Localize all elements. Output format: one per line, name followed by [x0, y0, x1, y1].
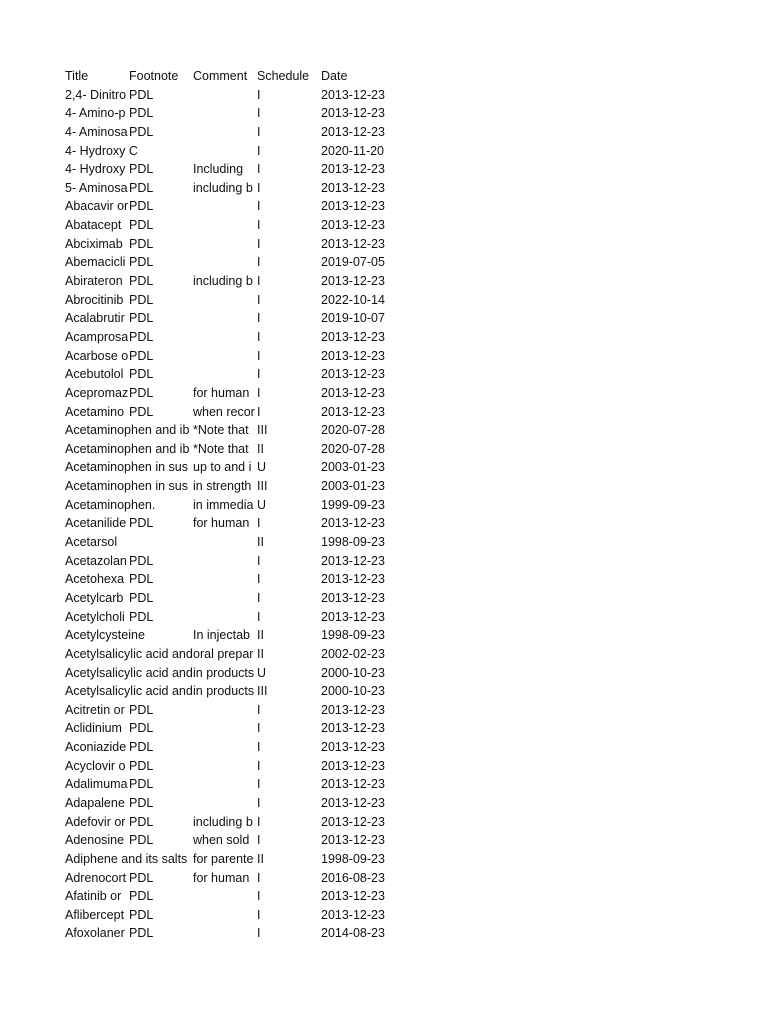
title-cell[interactable]: Acetylcholi	[65, 608, 129, 627]
schedule-cell[interactable]: I	[257, 813, 321, 832]
title-cell[interactable]: Acamprosa	[65, 328, 129, 347]
title-cell[interactable]: Afoxolaner	[65, 924, 129, 943]
title-cell[interactable]: Adrenocort	[65, 869, 129, 888]
schedule-cell[interactable]: III	[257, 421, 321, 440]
date-cell[interactable]: 2013-12-23	[321, 757, 401, 776]
comment-cell[interactable]: including b	[193, 813, 257, 832]
title-cell[interactable]: Acalabrutir	[65, 309, 129, 328]
title-cell[interactable]: Adiphene and its salts	[65, 850, 129, 869]
footnote-cell[interactable]: PDL	[129, 757, 193, 776]
title-cell[interactable]: Acetylcysteine	[65, 626, 129, 645]
title-cell[interactable]: Abciximab	[65, 235, 129, 254]
date-cell[interactable]: 1999-09-23	[321, 496, 401, 515]
date-cell[interactable]: 2003-01-23	[321, 458, 401, 477]
date-cell[interactable]: 1998-09-23	[321, 626, 401, 645]
schedule-cell[interactable]: II	[257, 533, 321, 552]
date-cell[interactable]: 2013-12-23	[321, 272, 401, 291]
date-cell[interactable]: 2000-10-23	[321, 664, 401, 683]
footnote-cell[interactable]: PDL	[129, 253, 193, 272]
title-cell[interactable]: Adenosine	[65, 831, 129, 850]
footnote-cell[interactable]: PDL	[129, 104, 193, 123]
footnote-cell[interactable]: PDL	[129, 589, 193, 608]
title-cell[interactable]: Acetaminophen in sus	[65, 458, 129, 477]
schedule-cell[interactable]: I	[257, 719, 321, 738]
comment-cell[interactable]: in immedia	[193, 496, 257, 515]
comment-cell[interactable]: in products	[193, 664, 257, 683]
date-cell[interactable]: 2003-01-23	[321, 477, 401, 496]
footnote-cell[interactable]: PDL	[129, 552, 193, 571]
date-cell[interactable]: 2013-12-23	[321, 216, 401, 235]
date-cell[interactable]: 2013-12-23	[321, 384, 401, 403]
title-cell[interactable]: Acyclovir o	[65, 757, 129, 776]
title-cell[interactable]: Abirateron	[65, 272, 129, 291]
footnote-cell[interactable]: PDL	[129, 365, 193, 384]
comment-cell[interactable]: Including	[193, 160, 257, 179]
date-cell[interactable]: 2016-08-23	[321, 869, 401, 888]
schedule-cell[interactable]: I	[257, 160, 321, 179]
schedule-cell[interactable]: I	[257, 291, 321, 310]
title-cell[interactable]: Acetohexa	[65, 570, 129, 589]
title-cell[interactable]: Aclidinium	[65, 719, 129, 738]
header-date[interactable]: Date	[321, 69, 348, 83]
title-cell[interactable]: 4- Aminosa	[65, 123, 129, 142]
schedule-cell[interactable]: I	[257, 589, 321, 608]
footnote-cell[interactable]: PDL	[129, 197, 193, 216]
footnote-cell[interactable]: PDL	[129, 831, 193, 850]
comment-cell[interactable]: *Note that	[193, 421, 257, 440]
schedule-cell[interactable]: U	[257, 496, 321, 515]
comment-cell[interactable]: in strength	[193, 477, 257, 496]
header-title[interactable]: Title	[65, 69, 89, 83]
schedule-cell[interactable]: II	[257, 440, 321, 459]
schedule-cell[interactable]: I	[257, 701, 321, 720]
comment-cell[interactable]: for human	[193, 869, 257, 888]
schedule-cell[interactable]: I	[257, 552, 321, 571]
schedule-cell[interactable]: I	[257, 347, 321, 366]
header-comment[interactable]: Comment	[193, 69, 248, 83]
footnote-cell[interactable]: PDL	[129, 869, 193, 888]
date-cell[interactable]: 2013-12-23	[321, 365, 401, 384]
title-cell[interactable]: Acepromaz	[65, 384, 129, 403]
schedule-cell[interactable]: III	[257, 682, 321, 701]
comment-cell[interactable]: up to and i	[193, 458, 257, 477]
schedule-cell[interactable]: II	[257, 850, 321, 869]
header-footnote[interactable]: Footnote	[129, 69, 179, 83]
comment-cell[interactable]: oral prepar	[193, 645, 257, 664]
schedule-cell[interactable]: I	[257, 831, 321, 850]
footnote-cell[interactable]: PDL	[129, 514, 193, 533]
footnote-cell[interactable]: PDL	[129, 570, 193, 589]
title-cell[interactable]: Acetaminophen in sus	[65, 477, 129, 496]
date-cell[interactable]: 2020-07-28	[321, 440, 401, 459]
comment-cell[interactable]: for human	[193, 384, 257, 403]
schedule-cell[interactable]: I	[257, 142, 321, 161]
schedule-cell[interactable]: I	[257, 235, 321, 254]
date-cell[interactable]: 2022-10-14	[321, 291, 401, 310]
title-cell[interactable]: Acarbose o	[65, 347, 129, 366]
footnote-cell[interactable]: PDL	[129, 719, 193, 738]
date-cell[interactable]: 2013-12-23	[321, 86, 401, 105]
schedule-cell[interactable]: I	[257, 570, 321, 589]
title-cell[interactable]: Adefovir or	[65, 813, 129, 832]
comment-cell[interactable]: including b	[193, 272, 257, 291]
schedule-cell[interactable]: I	[257, 104, 321, 123]
schedule-cell[interactable]: I	[257, 403, 321, 422]
date-cell[interactable]: 2013-12-23	[321, 328, 401, 347]
title-cell[interactable]: Afatinib or	[65, 887, 129, 906]
footnote-cell[interactable]: PDL	[129, 924, 193, 943]
comment-cell[interactable]: for parente	[193, 850, 257, 869]
date-cell[interactable]: 2013-12-23	[321, 589, 401, 608]
comment-cell[interactable]: for human	[193, 514, 257, 533]
date-cell[interactable]: 2013-12-23	[321, 831, 401, 850]
schedule-cell[interactable]: I	[257, 757, 321, 776]
title-cell[interactable]: Acetylcarb	[65, 589, 129, 608]
schedule-cell[interactable]: I	[257, 775, 321, 794]
schedule-cell[interactable]: I	[257, 384, 321, 403]
footnote-cell[interactable]: PDL	[129, 328, 193, 347]
title-cell[interactable]: Acetylsalicylic acid and	[65, 664, 129, 683]
title-cell[interactable]: Acitretin or	[65, 701, 129, 720]
schedule-cell[interactable]: I	[257, 365, 321, 384]
comment-cell[interactable]: *Note that	[193, 440, 257, 459]
footnote-cell[interactable]: PDL	[129, 216, 193, 235]
title-cell[interactable]: 4- Hydroxy C	[65, 142, 129, 161]
schedule-cell[interactable]: I	[257, 608, 321, 627]
date-cell[interactable]: 1998-09-23	[321, 850, 401, 869]
comment-cell[interactable]: when recor	[193, 403, 257, 422]
schedule-cell[interactable]: I	[257, 197, 321, 216]
schedule-cell[interactable]: I	[257, 924, 321, 943]
title-cell[interactable]: Acebutolol	[65, 365, 129, 384]
title-cell[interactable]: 4- Hydroxy	[65, 160, 129, 179]
comment-cell[interactable]: in products	[193, 682, 257, 701]
schedule-cell[interactable]: I	[257, 216, 321, 235]
date-cell[interactable]: 2020-11-20	[321, 142, 401, 161]
date-cell[interactable]: 2013-12-23	[321, 347, 401, 366]
footnote-cell[interactable]: PDL	[129, 794, 193, 813]
title-cell[interactable]: 2,4- Dinitro	[65, 86, 129, 105]
date-cell[interactable]: 2000-10-23	[321, 682, 401, 701]
footnote-cell[interactable]: PDL	[129, 123, 193, 142]
date-cell[interactable]: 2013-12-23	[321, 906, 401, 925]
title-cell[interactable]: Acetamino	[65, 403, 129, 422]
title-cell[interactable]: Acetylsalicylic acid and	[65, 682, 129, 701]
schedule-cell[interactable]: III	[257, 477, 321, 496]
title-cell[interactable]: Abemacicli	[65, 253, 129, 272]
date-cell[interactable]: 2013-12-23	[321, 701, 401, 720]
schedule-cell[interactable]: U	[257, 458, 321, 477]
footnote-cell[interactable]: PDL	[129, 738, 193, 757]
comment-cell[interactable]: In injectab	[193, 626, 257, 645]
date-cell[interactable]: 2013-12-23	[321, 403, 401, 422]
schedule-cell[interactable]: I	[257, 514, 321, 533]
comment-cell[interactable]: when sold	[193, 831, 257, 850]
schedule-cell[interactable]: U	[257, 664, 321, 683]
date-cell[interactable]: 2013-12-23	[321, 738, 401, 757]
footnote-cell[interactable]: PDL	[129, 291, 193, 310]
title-cell[interactable]: Aconiazide	[65, 738, 129, 757]
date-cell[interactable]: 2013-12-23	[321, 179, 401, 198]
schedule-cell[interactable]: I	[257, 253, 321, 272]
title-cell[interactable]: Adapalene	[65, 794, 129, 813]
title-cell[interactable]: Abrocitinib	[65, 291, 129, 310]
date-cell[interactable]: 1998-09-23	[321, 533, 401, 552]
footnote-cell[interactable]: PDL	[129, 813, 193, 832]
date-cell[interactable]: 2020-07-28	[321, 421, 401, 440]
footnote-cell[interactable]: PDL	[129, 86, 193, 105]
date-cell[interactable]: 2013-12-23	[321, 160, 401, 179]
title-cell[interactable]: Adalimuma	[65, 775, 129, 794]
footnote-cell[interactable]: PDL	[129, 309, 193, 328]
date-cell[interactable]: 2013-12-23	[321, 813, 401, 832]
title-cell[interactable]: Acetaminophen and ib	[65, 440, 129, 459]
date-cell[interactable]: 2013-12-23	[321, 514, 401, 533]
title-cell[interactable]: Acetaminophen.	[65, 496, 129, 515]
date-cell[interactable]: 2019-07-05	[321, 253, 401, 272]
title-cell[interactable]: Acetaminophen and ib	[65, 421, 129, 440]
date-cell[interactable]: 2014-08-23	[321, 924, 401, 943]
footnote-cell[interactable]: PDL	[129, 179, 193, 198]
title-cell[interactable]: Acetarsol	[65, 533, 129, 552]
schedule-cell[interactable]: I	[257, 179, 321, 198]
footnote-cell[interactable]: PDL	[129, 403, 193, 422]
schedule-cell[interactable]: I	[257, 309, 321, 328]
date-cell[interactable]: 2013-12-23	[321, 887, 401, 906]
schedule-cell[interactable]: I	[257, 738, 321, 757]
title-cell[interactable]: Acetanilide	[65, 514, 129, 533]
footnote-cell[interactable]: PDL	[129, 701, 193, 720]
schedule-cell[interactable]: I	[257, 86, 321, 105]
footnote-cell[interactable]: PDL	[129, 608, 193, 627]
title-cell[interactable]: Acetylsalicylic acid and	[65, 645, 129, 664]
footnote-cell[interactable]: PDL	[129, 906, 193, 925]
date-cell[interactable]: 2013-12-23	[321, 552, 401, 571]
footnote-cell[interactable]: PDL	[129, 347, 193, 366]
date-cell[interactable]: 2013-12-23	[321, 197, 401, 216]
schedule-cell[interactable]: I	[257, 906, 321, 925]
date-cell[interactable]: 2002-02-23	[321, 645, 401, 664]
footnote-cell[interactable]: PDL	[129, 384, 193, 403]
title-cell[interactable]: Acetazolan	[65, 552, 129, 571]
date-cell[interactable]: 2013-12-23	[321, 608, 401, 627]
title-cell[interactable]: Aflibercept	[65, 906, 129, 925]
schedule-cell[interactable]: I	[257, 123, 321, 142]
header-schedule[interactable]: Schedule	[257, 69, 310, 83]
title-cell[interactable]: Abacavir or	[65, 197, 129, 216]
date-cell[interactable]: 2013-12-23	[321, 104, 401, 123]
schedule-cell[interactable]: I	[257, 887, 321, 906]
schedule-cell[interactable]: II	[257, 626, 321, 645]
date-cell[interactable]: 2013-12-23	[321, 719, 401, 738]
footnote-cell[interactable]: PDL	[129, 160, 193, 179]
title-cell[interactable]: 5- Aminosa	[65, 179, 129, 198]
date-cell[interactable]: 2019-10-07	[321, 309, 401, 328]
date-cell[interactable]: 2013-12-23	[321, 235, 401, 254]
date-cell[interactable]: 2013-12-23	[321, 570, 401, 589]
date-cell[interactable]: 2013-12-23	[321, 775, 401, 794]
schedule-cell[interactable]: I	[257, 794, 321, 813]
date-cell[interactable]: 2013-12-23	[321, 123, 401, 142]
title-cell[interactable]: 4- Amino-p	[65, 104, 129, 123]
date-cell[interactable]: 2013-12-23	[321, 794, 401, 813]
comment-cell[interactable]: including b	[193, 179, 257, 198]
schedule-cell[interactable]: II	[257, 645, 321, 664]
footnote-cell[interactable]: PDL	[129, 272, 193, 291]
footnote-cell[interactable]: PDL	[129, 235, 193, 254]
schedule-cell[interactable]: I	[257, 272, 321, 291]
footnote-cell[interactable]: PDL	[129, 775, 193, 794]
schedule-cell[interactable]: I	[257, 869, 321, 888]
title-cell[interactable]: Abatacept	[65, 216, 129, 235]
footnote-cell[interactable]: PDL	[129, 887, 193, 906]
schedule-cell[interactable]: I	[257, 328, 321, 347]
